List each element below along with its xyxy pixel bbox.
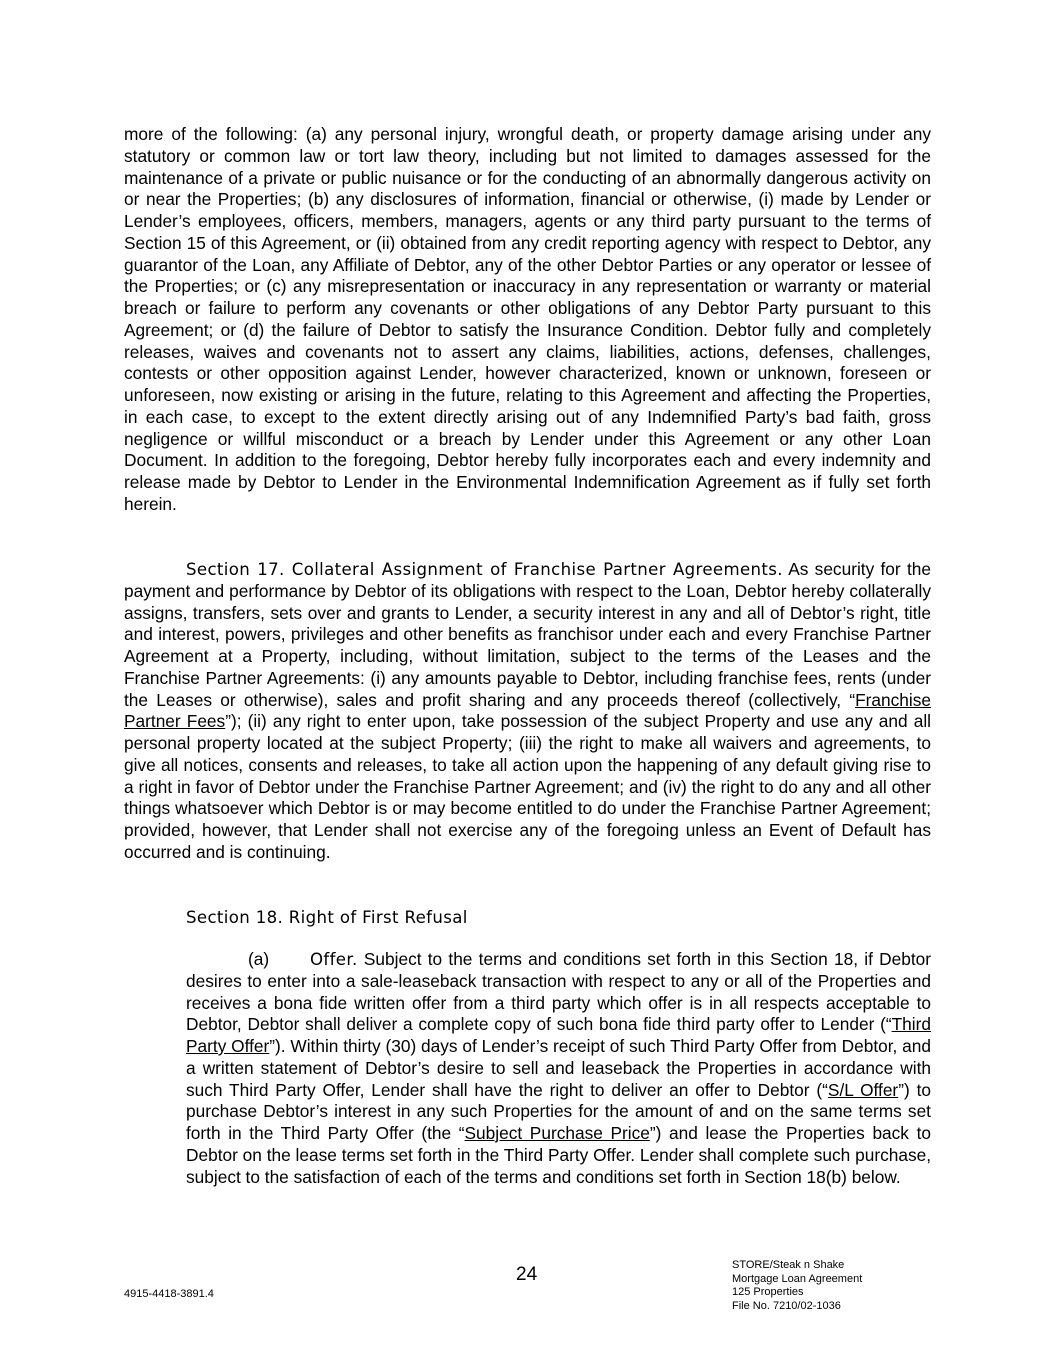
section-17-text-b: ”); (ii) any right to enter upon, take possession of the subject Property and use any and all personal property located at the subject Property; (iii) the right to make all waivers and agreements, to give all notices, consents and releases, to take all action upon the happening of any default giving rise to a right in favor of Debtor under the Franchise Partner Agreement; and (iv) the right to do any and all other things whatsoever which Debtor is or may become entitled to do under the Franchise Partner Agreement; provided, however, that Lender shall not exercise any of the foregoing unless an Event of Default has occurred and is continuing. [124, 711, 932, 862]
section-17-paragraph [124, 559, 931, 864]
paragraph-indemnity-continued [124, 124, 931, 516]
subsection-title: Offer. [310, 950, 358, 969]
footer-line: STORE/Steak n Shake [732, 1259, 845, 1271]
section-18a-text-3: ”) to purchase Debtor’s interest in any such Properties for the amount of and on the same terms set forth in the Third Party Offer (the “ [186, 1079, 931, 1143]
paragraph-text: more of the following: (a) any personal injury, wrongful death, or property damage arising under any statutory or common law or tort law theory, including but not limited to damages assessed for the maintenance of a private or public nuisance or for the conducting of an abnormally dangerous activity on or near the Properties; (b) any disclosures of information, financial or otherwise, (i) made by Lender or Lender’s employees, officers, members, managers, agents or any third party pursuant to the terms of Section 15 of this Agreement, or (ii) obtained from any credit reporting agency with respect to Debtor, any guarantor of the Loan, any Affiliate of Debtor, any of the other Debtor Parties or any operator or lessee of the Properties; or (c) any misrepresentation or inaccuracy in any representation or warranty or material breach or failure to perform any covenants or other obligations of any Debtor Party pursuant to this Agreement; or (d) the failure of Debtor to satisfy the Insurance Condition. Debtor fully and completely releases, waives and covenants not to assert any claims, liabilities, actions, defenses, challenges, contests or other opposition against Lender, however characterized, known or unknown, foreseen or unforeseen, now existing or arising in the future, relating to this Agreement and affecting the Properties, in each case, to except to the extent directly arising out of any Indemnified Party’s bad faith, gross negligence or willful misconduct or a breach by Lender under this Agreement or any other Loan Document. In addition to the foregoing, Debtor hereby fully incorporates each and every indemnity and release made by Debtor to Lender in the Environmental Indemnification Agreement as if fully set forth herein. [124, 124, 931, 514]
footer-line: Mortgage Loan Agreement [732, 1272, 863, 1285]
section-17-heading: Section 17. Collateral Assignment of Franchise Partner Agreements. [186, 560, 783, 579]
subsection-label: (a) [248, 949, 270, 969]
defined-term-subject-purchase-price: Subject Purchase Price [464, 1123, 650, 1143]
section-18a-text-4: ”) and lease the Properties back to Debtor on the lease terms set forth in the Third Party Offer. Lender shall complete such purchase, subject to the satisfaction of each of the terms and conditions set forth in Section 18(b) below. [186, 1123, 931, 1187]
section-18a-paragraph [186, 949, 931, 1188]
page-number: 24 [516, 1264, 538, 1285]
footer-document-info [732, 1259, 862, 1314]
section-18a-text-2: ”). Within thirty (30) days of Lender’s receipt of such Third Party Offer from Debtor, and a written statement of Debtor’s desire to sell and leaseback the Properties in accordance with such Third Party Offer, Lender shall have the right to deliver an offer to Debtor (“ [186, 1036, 932, 1100]
defined-term-third-party-offer: Third Party Offer [186, 1014, 931, 1056]
footer-line: File No. 7210/02-1036 [732, 1300, 841, 1313]
defined-term-sl-offer: S/L Offer [827, 1079, 899, 1100]
section-17-text-a: As security for the payment and performance by Debtor of its obligations with respect to the Loan, Debtor hereby collaterally assigns, transfers, sets over and grants to Lender, a security interest in any and all of Debtor’s right, title and interest, powers, privileges and other benefits as franchisor under each and every Franchise Partner Agreement at a Property, including, without limitation, subject to the terms of the Leases and the Franchise Partner Agreements: (i) any amounts payable to Debtor, including franchise fees, rents (under the Leases or otherwise), sales and profit sharing and any proceeds thereof (collectively, “ [124, 559, 931, 710]
defined-term-franchise-partner-fees: Franchise Partner Fees [124, 689, 931, 732]
document-id: 4915-4418-3891.4 [124, 1288, 214, 1300]
footer-line: 125 Properties [732, 1286, 804, 1299]
section-18a-text-1: Subject to the terms and conditions set forth in this Section 18, if Debtor desires to enter into a sale-leaseback transaction with respect to any or all of the Properties and receives a bona fide written offer from a third party which offer is in all respects acceptable to Debtor, Debtor shall deliver a complete copy of such bona fide third party offer to Lender (“ [186, 949, 931, 1035]
section-18-heading: Section 18. Right of First Refusal [186, 908, 468, 927]
